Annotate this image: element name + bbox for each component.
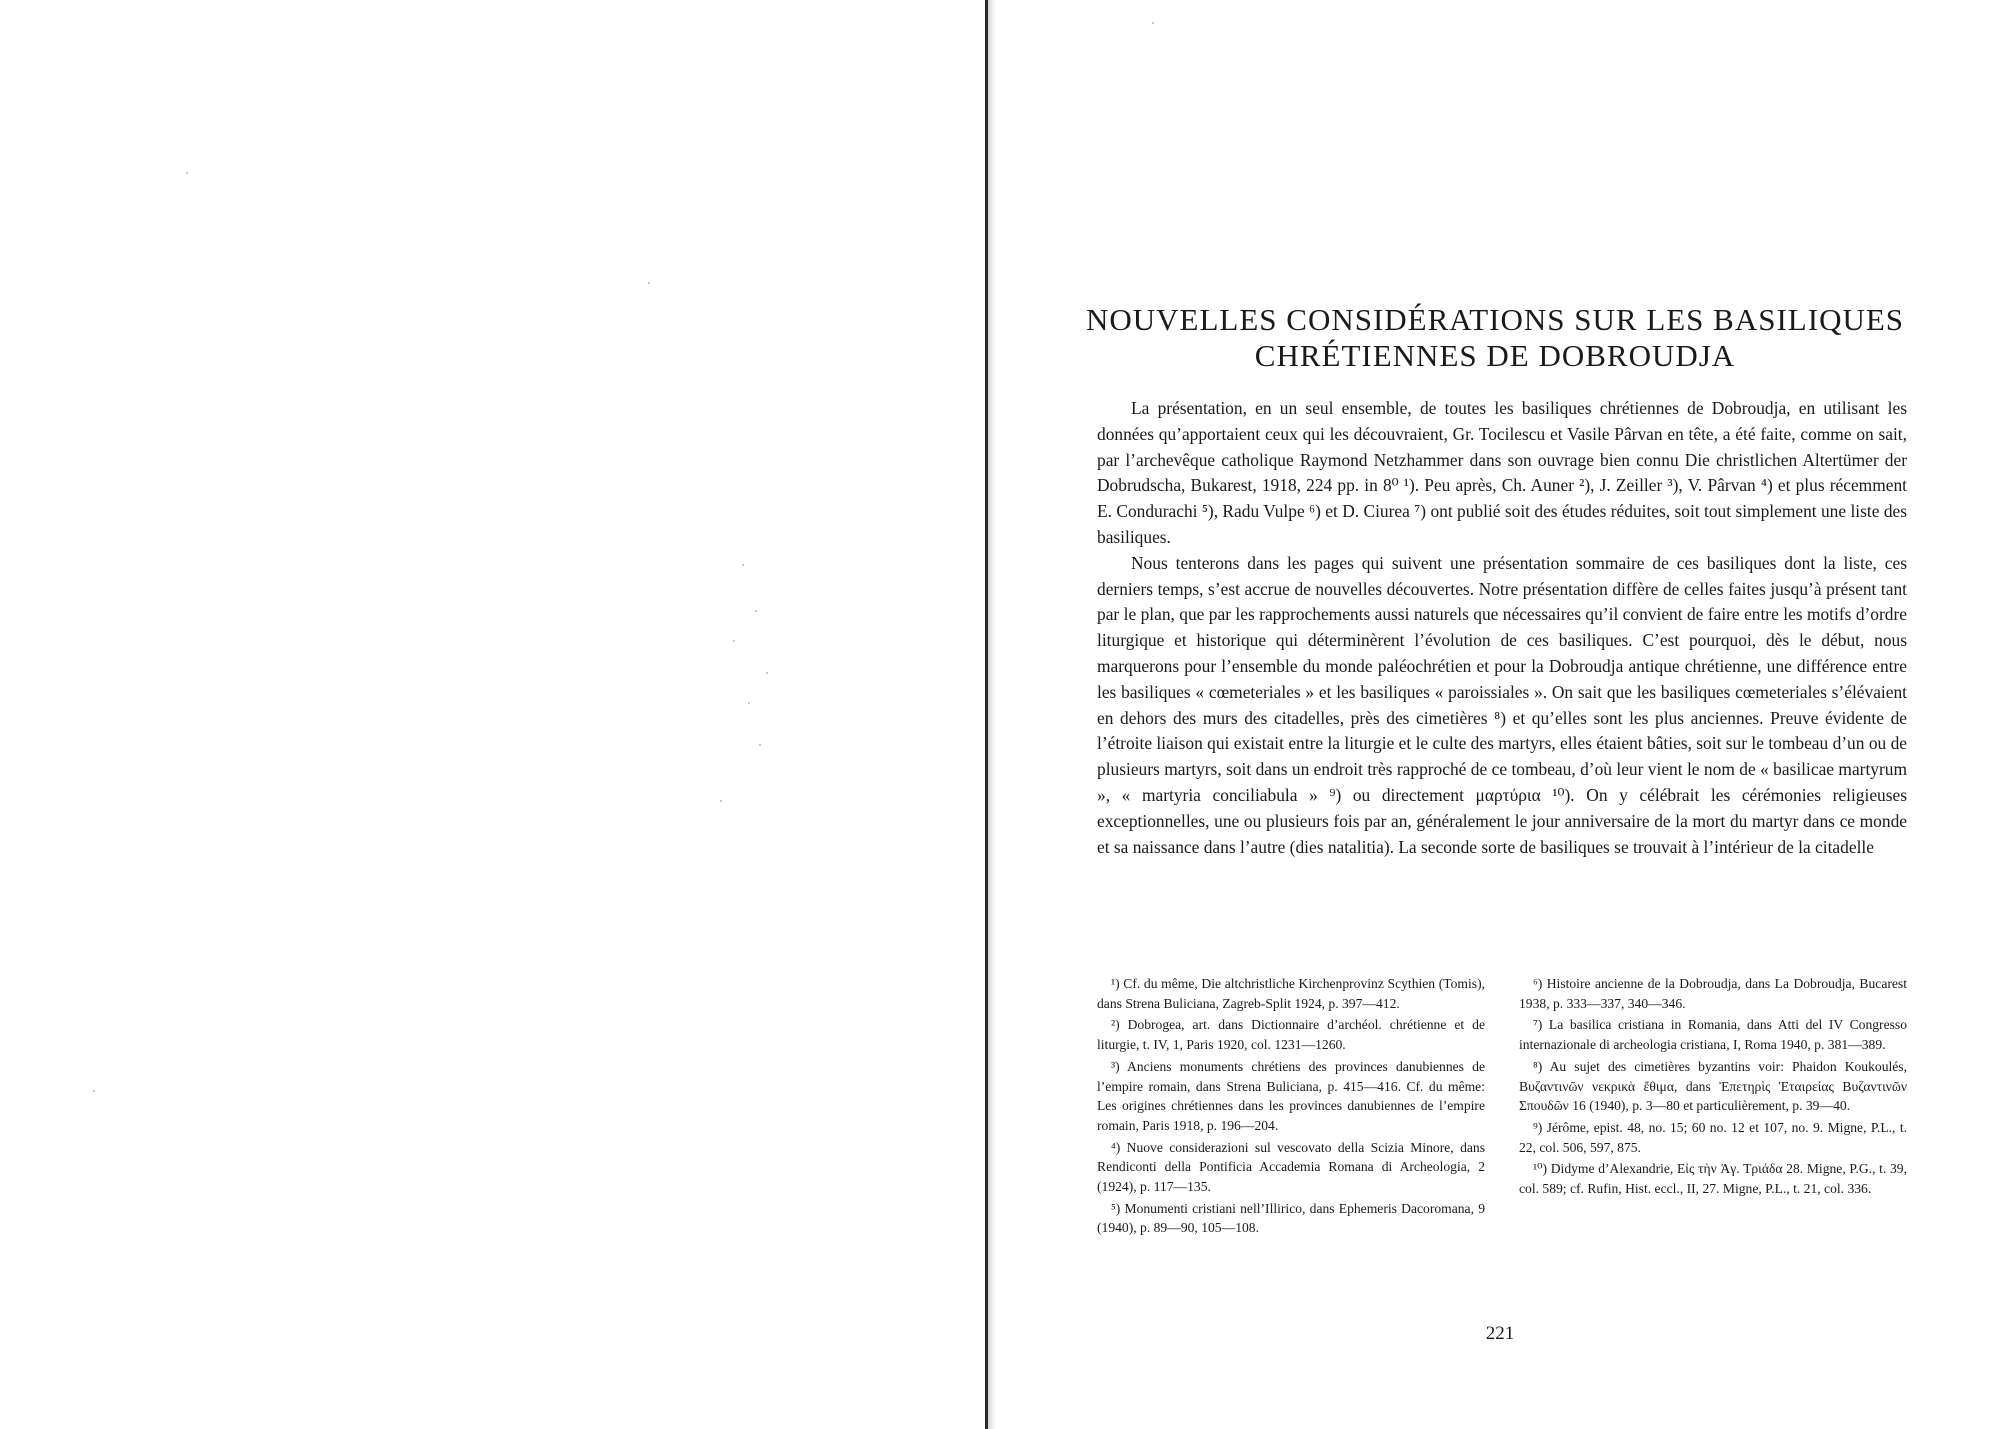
footnote-9: ⁹) Jérôme, epist. 48, no. 15; 60 no. 12 et 107, no. 9. Migne, P.L., t. 22, col. 506, 597, 875. xyxy=(1519,1119,1907,1155)
footnotes-section xyxy=(1097,974,1907,1240)
gutter-shadow xyxy=(988,0,996,1429)
left-blank-page xyxy=(0,0,985,1429)
footnote-2: ²) Dobrogea, art. dans Dictionnaire d’archéol. chrétienne et de liturgie, t. IV, 1, Paris 1920, col. 1231—1260. xyxy=(1097,1017,1485,1053)
footnote-5: ⁵) Monumenti cristiani nell’Illirico, dans Ephemeris Dacoromana, 9 (1940), p. 89—90, 105—108. xyxy=(1097,1200,1485,1236)
footnotes-left-column xyxy=(1097,974,1485,1240)
article-title-line-1: NOUVELLES CONSIDÉRATIONS SUR LES BASILIQUES xyxy=(1085,302,1905,337)
article-title-line-2: CHRÉTIENNES DE DOBROUDJA xyxy=(1254,338,1736,373)
paper-speck xyxy=(748,702,750,704)
paper-speck xyxy=(755,610,757,612)
paper-speck xyxy=(720,800,722,802)
paper-speck xyxy=(766,672,768,674)
footnotes-right-column xyxy=(1519,974,1907,1240)
paper-speck xyxy=(93,1090,95,1092)
body-paragraph-2: Nous tenterons dans les pages qui suivent une présentation sommaire de ces basiliques dont la liste, ces derniers temps, s’est accrue de nouvelles découvertes. Notre présentation diffère de celles faites jusqu’à présent tant par le plan, que par les rapprochements aussi naturels que nécessaires qu’il convient de faire entre les motifs d’ordre liturgique et historique qui déterminèrent l’évolution de ces basiliques. C’est pourquoi, dès le début, nous marquerons pour l’ensemble du monde paléochrétien et pour la Dobroudja antique chrétienne, une différence entre les basiliques « cœmeteriales » et les basiliques « paroissiales ». On sait que les basiliques cœmeteriales s’élévaient en dehors des murs des citadelles, près des cimetières ⁸) et qu’elles sont les plus anciennes. Preuve évidente de l’étroite liaison qui existait entre la liturgie et le culte des martyrs, elles étaient bâties, soit sur le tombeau d’un ou de plusieurs martyrs, soit dans un endroit très rapproché de ce tombeau, d’où leur vient le nom de « basilicae martyrum », « martyria conciliabula » ⁹) ou directement μαρτύρια ¹⁰). On y célébrait les cérémonies religieuses exceptionnelles, une ou plusieurs fois par an, généralement le jour anniversaire de la mort du martyr dans ce monde et sa naissance dans l’autre (dies natalitia). La seconde sorte de basiliques se trouvait à l’intérieur de la citadelle xyxy=(1097,552,1907,857)
page-number: 221 xyxy=(1485,1323,1515,1344)
body-paragraph-1: La présentation, en un seul ensemble, de toutes les basiliques chrétiennes de Dobroudja, en utilisant les données qu’apportaient ceux qui les découvraient, Gr. Tocilescu et Vasile Pârvan en tête, a été faite, comme on sait, par l’archevêque catholique Raymond Netzhammer dans son ouvrage bien connu Die christlichen Altertümer der Dobrudscha, Bukarest, 1918, 224 pp. in 8⁰ ¹). Peu après, Ch. Auner ²), J. Zeiller ³), V. Pârvan ⁴) et plus récemment E. Condurachi ⁵), Radu Vulpe ⁶) et D. Ciurea ⁷) ont publié soit des études réduites, soit tout simplement une liste des basiliques. xyxy=(1097,398,1907,547)
footnote-10: ¹⁰) Didyme d’Alexandrie, Εἰς τὴν Ἁγ. Τριάδα 28. Migne, P.G., t. 39, col. 589; cf. Rufin, Hist. eccl., II, 27. Migne, P.L., t. 21, col. 336. xyxy=(1519,1161,1907,1197)
paper-speck xyxy=(186,172,188,174)
paper-speck xyxy=(648,282,650,284)
footnote-4: ⁴) Nuove considerazioni sul vescovato della Scizia Minore, dans Rendiconti della Pontificia Accademia Romana di Archeologia, 2 (1924), p. 117—135. xyxy=(1097,1139,1485,1195)
paper-speck xyxy=(1152,22,1154,24)
article-title xyxy=(1080,302,1910,374)
footnote-1: ¹) Cf. du même, Die altchristliche Kirchenprovinz Scythien (Tomis), dans Strena Buliciana, Zagreb-Split 1924, p. 397—412. xyxy=(1097,976,1485,1011)
footnote-7: ⁷) La basilica cristiana in Romania, dans Atti del IV Congresso internazionale di archeologia cristiana, I, Roma 1940, p. 381—389. xyxy=(1519,1017,1907,1053)
footnote-8: ⁸) Au sujet des cimetières byzantins voir: Phaidon Koukoulés, Βυζαντινῶν νεκρικὰ ἔθιμα, dans Ἐπετηρὶς Ἑταιρείας Βυζαντινῶν Σπουδῶν 16 (1940), p. 3—80 et particulièrement, p. 39—40. xyxy=(1519,1058,1907,1114)
footnote-3: ³) Anciens monuments chrétiens des provinces danubiennes de l’empire romain, dans Strena Buliciana, p. 415—416. Cf. du même: Les origines chrétiennes dans les provinces danubiennes de l’empire romain, Paris 1918, p. 196—204. xyxy=(1097,1058,1485,1133)
paper-speck xyxy=(759,744,761,746)
article-body xyxy=(1097,396,1907,860)
paper-speck xyxy=(733,640,735,642)
paper-speck xyxy=(742,564,744,566)
footnote-6: ⁶) Histoire ancienne de la Dobroudja, dans La Dobroudja, Bucarest 1938, p. 333—337, 340—346. xyxy=(1519,976,1907,1011)
